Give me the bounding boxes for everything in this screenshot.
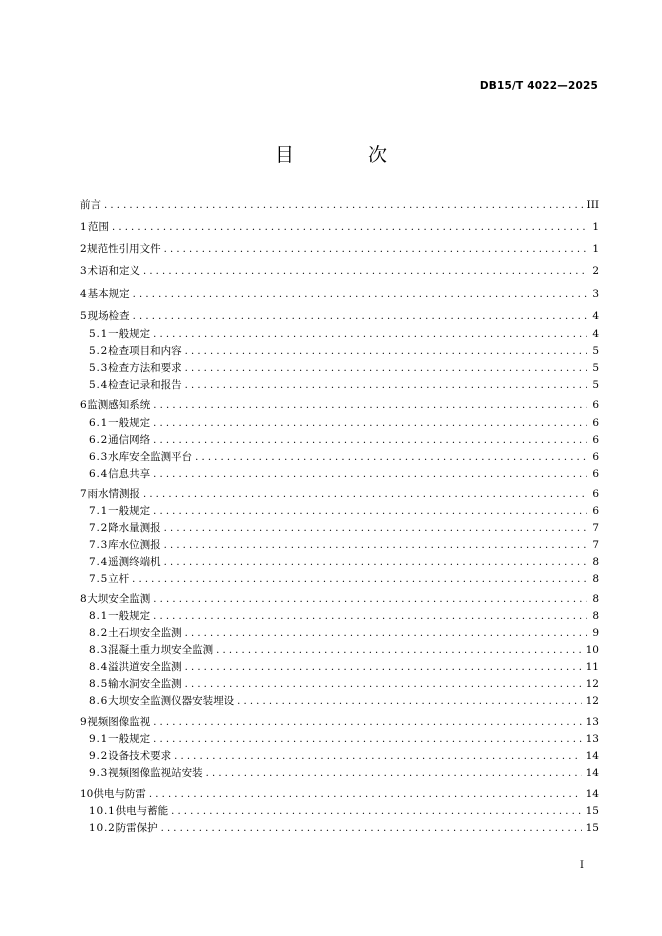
toc-entry[interactable] <box>80 594 599 605</box>
toc-entry-page: 5 <box>592 345 599 357</box>
toc-entry-label: 输水洞安全监测 <box>108 678 182 690</box>
toc-dot-leader <box>195 453 587 463</box>
toc-entry-page: 3 <box>592 288 599 300</box>
toc-entry-label: 基本规定 <box>87 288 130 300</box>
toc-entry-page: 5 <box>592 379 599 391</box>
toc-dot-leader <box>164 558 587 568</box>
toc-entry[interactable] <box>80 244 599 255</box>
toc-dot-leader <box>153 735 582 745</box>
toc-entry-label: 大坝安全监测 <box>87 593 151 605</box>
toc-entry[interactable] <box>80 489 599 500</box>
toc-entry[interactable] <box>80 806 599 817</box>
toc-entry-number: 5.2 <box>89 345 109 357</box>
toc-entry[interactable] <box>80 200 599 211</box>
toc-entry-label: 防雷保护 <box>115 822 158 834</box>
toc-entry-page: 6 <box>592 505 599 517</box>
toc-dot-leader <box>164 245 587 255</box>
toc-entry[interactable] <box>80 435 599 446</box>
toc-entry-label: 供电与蓄能 <box>115 805 169 817</box>
toc-entry-label: 供电与防雷 <box>93 788 146 800</box>
toc-entry-number: 6.1 <box>89 417 109 429</box>
toc-entry-number: 5.1 <box>89 328 109 340</box>
toc-entry-number: 9 <box>80 716 87 728</box>
toc-entry-page: 9 <box>592 627 599 639</box>
toc-entry-number: 8.4 <box>89 661 109 673</box>
toc-entry-label: 信息共享 <box>108 468 151 480</box>
toc-entry[interactable] <box>80 734 599 745</box>
toc-dot-leader <box>112 223 587 233</box>
toc-entry[interactable] <box>80 363 599 374</box>
toc-entry-label: 术语和定义 <box>87 265 140 277</box>
toc-entry-number: 9.2 <box>89 750 109 762</box>
toc-entry-page: 15 <box>585 805 599 817</box>
toc-entry-label: 一般规定 <box>108 505 151 517</box>
toc-dot-leader <box>185 364 587 374</box>
toc-dot-leader <box>153 419 587 429</box>
toc-entry-label: 前言 <box>80 199 101 211</box>
toc-entry-page: 4 <box>592 328 599 340</box>
toc-entry-label: 检查记录和报告 <box>108 379 182 391</box>
toc-entry-page: 2 <box>592 265 599 277</box>
toc-dot-leader <box>161 824 582 834</box>
toc-entry-number: 7 <box>80 488 87 500</box>
toc-entry[interactable] <box>80 696 599 707</box>
toc-entry-number: 5 <box>80 310 87 322</box>
toc-entry-number: 8.5 <box>89 678 109 690</box>
toc-entry-label: 库水位测报 <box>108 539 161 551</box>
toc-entry-page: 1 <box>592 221 599 233</box>
toc-entry[interactable] <box>80 628 599 639</box>
toc-entry[interactable] <box>80 346 599 357</box>
toc-entry-page: 13 <box>585 733 599 745</box>
toc-entry[interactable] <box>80 679 599 690</box>
toc-entry-page: 4 <box>592 310 599 322</box>
toc-entry-number: 7.4 <box>89 556 109 568</box>
toc-entry-label: 一般规定 <box>108 610 151 622</box>
toc-entry-number: 3 <box>80 265 87 277</box>
toc-dot-leader <box>143 490 587 500</box>
toc-entry-number: 5.4 <box>89 379 109 391</box>
toc-entry-label: 视频图像监视 <box>87 716 151 728</box>
toc-entry-page: 14 <box>585 767 599 779</box>
toc-entry-label: 规范性引用文件 <box>87 243 161 255</box>
toc-entry-label: 一般规定 <box>108 328 151 340</box>
toc-entry-number: 8.2 <box>89 627 109 639</box>
toc-entry[interactable] <box>80 662 599 673</box>
toc-entry[interactable] <box>80 418 599 429</box>
toc-entry-label: 现场检查 <box>87 310 130 322</box>
toc-entry-page: 8 <box>592 556 599 568</box>
toc-entry-label: 大坝安全监测仪器安装埋设 <box>108 695 235 707</box>
toc-entry-page: 10 <box>585 644 599 656</box>
toc-dot-leader <box>185 629 587 639</box>
toc-entry-page: 6 <box>592 434 599 446</box>
toc-entry-page: 1 <box>592 243 599 255</box>
toc-entry[interactable] <box>80 523 599 534</box>
toc-dot-leader <box>153 436 587 446</box>
toc-entry-number: 10.2 <box>89 822 116 834</box>
toc-dot-leader <box>153 507 587 517</box>
toc-entry-number: 6 <box>80 399 87 411</box>
toc-dot-leader <box>143 267 587 277</box>
toc-entry-label: 雨水情测报 <box>87 488 140 500</box>
toc-entry[interactable] <box>80 717 599 728</box>
toc-dot-leader <box>153 401 587 411</box>
toc-entry-label: 溢洪道安全监测 <box>108 661 182 673</box>
toc-entry-page: 14 <box>585 750 599 762</box>
toc-entry-page: 13 <box>585 716 599 728</box>
toc-entry-number: 8.6 <box>89 695 109 707</box>
toc-entry[interactable] <box>80 574 599 585</box>
toc-dot-leader <box>185 381 587 391</box>
toc-entry[interactable] <box>80 222 599 233</box>
toc-entry-page: 8 <box>592 610 599 622</box>
toc-dot-leader <box>153 718 581 728</box>
toc-dot-leader <box>164 541 587 551</box>
toc-entry-label: 降水量测报 <box>108 522 161 534</box>
toc-entry-page: 6 <box>592 399 599 411</box>
page-title: 目 次 <box>274 144 422 166</box>
toc-entry-number: 6.4 <box>89 468 109 480</box>
toc-entry-page: 8 <box>592 593 599 605</box>
toc-entry-number: 9.3 <box>89 767 109 779</box>
toc-dot-leader <box>153 595 587 605</box>
toc-entry-page: 6 <box>592 468 599 480</box>
toc-entry-number: 6.2 <box>89 434 109 446</box>
toc-entry-number: 7.1 <box>89 505 109 517</box>
toc-dot-leader <box>164 524 587 534</box>
toc-entry-label: 立杆 <box>108 573 130 585</box>
toc-entry-label: 遥测终端机 <box>108 556 161 568</box>
toc-entry-page: III <box>586 199 599 211</box>
toc-entry-number: 7.2 <box>89 522 109 534</box>
page-number: I <box>580 860 584 871</box>
toc-entry-label: 通信网络 <box>108 434 151 446</box>
toc-entry[interactable] <box>80 506 599 517</box>
toc-entry[interactable] <box>80 557 599 568</box>
toc-entry-page: 14 <box>585 788 599 800</box>
toc-entry-label: 混凝土重力坝安全监测 <box>108 644 214 656</box>
toc-entry-number: 2 <box>80 243 87 255</box>
toc-entry-label: 土石坝安全监测 <box>108 627 182 639</box>
toc-entry[interactable] <box>80 645 599 656</box>
toc-entry-number: 4 <box>80 288 87 300</box>
toc-dot-leader <box>206 769 582 779</box>
toc-entry[interactable] <box>80 380 599 391</box>
toc-entry-number: 5.3 <box>89 362 109 374</box>
toc-entry[interactable] <box>80 452 599 463</box>
toc-entry[interactable] <box>80 329 599 340</box>
toc-entry-page: 6 <box>592 488 599 500</box>
toc-entry-page: 7 <box>592 539 599 551</box>
toc-entry-number: 8.3 <box>89 644 109 656</box>
toc-entry-number: 9.1 <box>89 733 109 745</box>
toc-entry-label: 检查方法和要求 <box>108 362 182 374</box>
toc-entry[interactable] <box>80 289 599 300</box>
toc-entry-label: 检查项目和内容 <box>108 345 182 357</box>
toc-entry[interactable] <box>80 611 599 622</box>
toc-entry-number: 7.3 <box>89 539 109 551</box>
toc-entry[interactable] <box>80 768 599 779</box>
toc-entry-label: 一般规定 <box>108 733 151 745</box>
toc-entry[interactable] <box>80 469 599 480</box>
toc-entry-number: 8 <box>80 593 87 605</box>
toc-entry-number: 6.3 <box>89 451 109 463</box>
toc-entry-number: 8.1 <box>89 610 109 622</box>
toc-entry[interactable] <box>80 789 599 800</box>
toc-entry-number: 10.1 <box>89 805 116 817</box>
toc-dot-leader <box>185 663 582 673</box>
toc-dot-leader <box>104 201 583 211</box>
document-code: DB15/T 4022—2025 <box>479 80 598 92</box>
toc-dot-leader <box>153 470 587 480</box>
toc-dot-leader <box>133 312 587 322</box>
toc-entry-page: 7 <box>592 522 599 534</box>
toc-dot-leader <box>216 646 582 656</box>
toc-dot-leader <box>153 330 587 340</box>
toc-entry-page: 5 <box>592 362 599 374</box>
toc-entry-number: 10 <box>80 788 94 800</box>
toc-entry-page: 12 <box>585 678 599 690</box>
toc-dot-leader <box>171 807 582 817</box>
toc-dot-leader <box>153 612 587 622</box>
toc-entry-label: 监测感知系统 <box>87 399 151 411</box>
toc-entry[interactable] <box>80 311 599 322</box>
toc-entry-label: 视频图像监视站安装 <box>108 767 203 779</box>
toc-dot-leader <box>185 680 582 690</box>
toc-entry[interactable] <box>80 400 599 411</box>
toc-dot-leader <box>185 347 587 357</box>
toc-entry-page: 11 <box>585 661 599 673</box>
toc-entry-number: 1 <box>80 221 87 233</box>
toc-entry-label: 一般规定 <box>108 417 151 429</box>
toc-dot-leader <box>149 790 582 800</box>
toc-entry-page: 6 <box>592 451 599 463</box>
toc-entry-label: 水库安全监测平台 <box>108 451 193 463</box>
toc-entry-label: 设备技术要求 <box>108 750 172 762</box>
toc-entry[interactable] <box>80 540 599 551</box>
toc-dot-leader <box>174 752 582 762</box>
toc-entry[interactable] <box>80 266 599 277</box>
toc-entry-page: 8 <box>592 573 599 585</box>
toc-entry-number: 7.5 <box>89 573 109 585</box>
toc-entry-page: 6 <box>592 417 599 429</box>
toc-entry-label: 范围 <box>87 221 109 233</box>
toc-dot-leader <box>132 575 587 585</box>
toc-entry[interactable] <box>80 823 599 834</box>
toc-entry-page: 15 <box>585 822 599 834</box>
toc-dot-leader <box>133 290 587 300</box>
toc-dot-leader <box>237 697 582 707</box>
toc-entry[interactable] <box>80 751 599 762</box>
toc-entry-page: 12 <box>585 695 599 707</box>
